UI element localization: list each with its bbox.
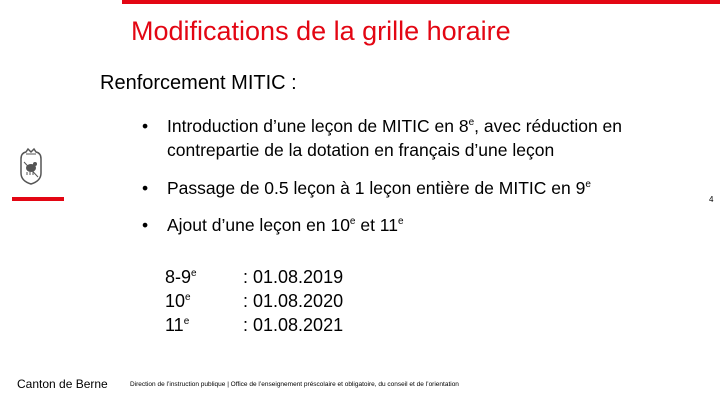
bullet-text: Introduction d’une leçon de MITIC en 8e, avec réduction en contrepartie de la dotation en français d’une leçon <box>167 116 623 160</box>
bullet-marker: • <box>142 116 149 136</box>
footer-canton: Canton de Berne <box>17 377 108 391</box>
schedule-date: : 01.08.2021 <box>243 315 344 335</box>
schedule-row <box>165 313 425 337</box>
schedule-table <box>165 265 425 337</box>
bullet-text: Passage de 0.5 leçon à 1 leçon entière de MITIC en 9e <box>167 178 591 198</box>
slide-subtitle: Renforcement MITIC : <box>100 72 297 94</box>
schedule-row <box>165 265 425 289</box>
bullet-marker: • <box>142 215 149 235</box>
schedule-date: : 01.08.2019 <box>243 267 344 287</box>
schedule-row <box>165 289 425 313</box>
schedule-date: : 01.08.2020 <box>243 291 344 311</box>
schedule-level: 8-9e <box>165 267 197 287</box>
page-number: 4 <box>709 195 714 204</box>
crest-accent-bar <box>12 197 64 201</box>
bullet-marker: • <box>142 178 149 198</box>
schedule-level: 10e <box>165 291 191 311</box>
slide-title: Modifications de la grille horaire <box>131 16 511 46</box>
bullet-text: Ajout d’une leçon en 10e et 11e <box>167 215 404 235</box>
schedule-level: 11e <box>165 315 190 335</box>
footer-department: Direction de l’instruction publique | Office de l’enseignement préscolaire et obligatoire, du conseil et de l’orientation <box>130 381 459 388</box>
top-accent-rule <box>122 0 720 4</box>
bern-crest-icon <box>18 145 44 185</box>
